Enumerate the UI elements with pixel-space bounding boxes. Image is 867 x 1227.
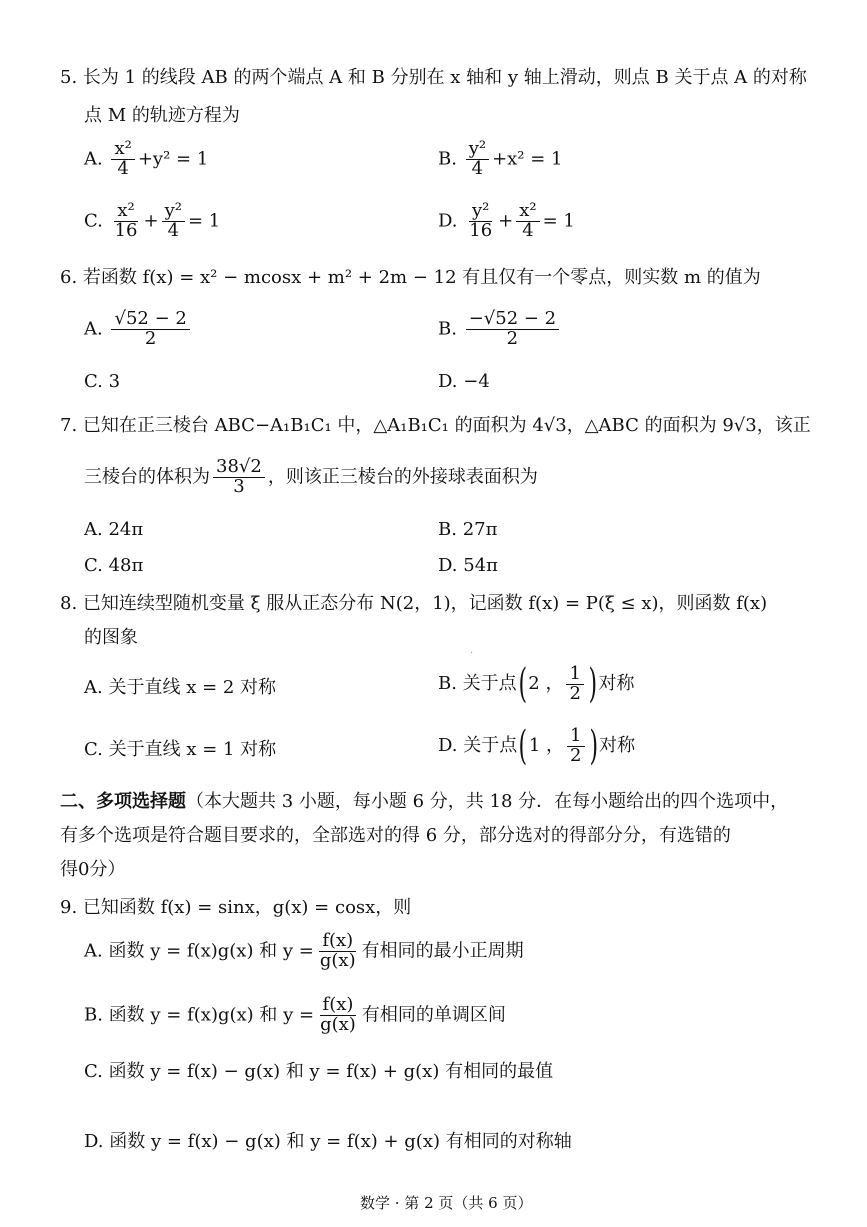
option-text-post: 有相同的单调区间 xyxy=(361,1004,506,1026)
q5-stem-line1: 5. 长为 1 的线段 AB 的两个端点 A 和 B 分别在 x 轴和 y 轴上滑动，则点 B 关于点 A 的对称 xyxy=(60,67,807,88)
fraction: $\frac{\text{y²}}{16}$ xyxy=(469,200,493,241)
section2-header-line1 xyxy=(60,790,788,814)
option-text: 函数 y = f(x) − g(x) 和 y = f(x) + g(x) 有相同的最值 xyxy=(108,1061,554,1082)
option-label: A. xyxy=(84,318,103,340)
fraction: $\frac{-√52 - 2}{2}$ xyxy=(466,310,559,349)
q6-stem: 6. 若函数 f(x) = x² − mcosx + m² + 2m − 12 有且仅有一个零点，则实数 m 的值为 xyxy=(60,267,761,288)
point-x: 1 ， xyxy=(528,735,565,756)
q6-option-b[interactable] xyxy=(438,310,562,349)
option-label: A. xyxy=(84,148,103,170)
q8-stem-line1: 8. 已知连续型随机变量 ξ 服从正态分布 N(2，1)，记函数 f(x) = P(ξ ≤ x)，则函数 f(x) xyxy=(60,593,768,614)
option-label: D. xyxy=(438,555,458,576)
option-label: C. xyxy=(84,371,103,392)
option-label: C. xyxy=(84,210,103,232)
option-text: 24π xyxy=(108,519,144,540)
option-label: D. xyxy=(438,735,458,756)
option-label: B. xyxy=(438,673,457,694)
q8-option-a[interactable] xyxy=(84,676,276,700)
fraction: $\frac{38√2}{3}$ xyxy=(213,458,265,497)
option-text-post: 对称 xyxy=(599,735,636,756)
scan-speck: · xyxy=(470,648,474,659)
q7-option-c[interactable] xyxy=(84,554,143,578)
option-text-post: 有相同的最小正周期 xyxy=(361,940,524,962)
fraction: $\frac{\text{x²}}{16}$ xyxy=(114,200,138,241)
fraction: $\frac{1}{2}$ xyxy=(566,665,583,704)
q7-stem-line2 xyxy=(84,458,538,497)
q7-option-b[interactable] xyxy=(438,518,497,542)
q5-option-d[interactable] xyxy=(438,202,575,241)
section-note-line3: 得0分） xyxy=(60,859,126,880)
q8-stem-line2: 的图象 xyxy=(84,627,138,648)
option-label: D. xyxy=(438,371,458,392)
option-text: 关于直线 x = 1 对称 xyxy=(108,739,277,760)
right-paren: ) xyxy=(588,661,598,707)
q6-option-c[interactable] xyxy=(84,370,120,394)
fraction: $\frac{f(x)}{g(x)}$ xyxy=(319,930,356,971)
option-label: B. xyxy=(438,148,457,170)
fraction: $\frac{f(x)}{g(x)}$ xyxy=(320,994,356,1035)
q7-stem-line1: 7. 已知在正三棱台 ABC−A₁B₁C₁ 中，△A₁B₁C₁ 的面积为 4√3，△ABC 的面积为 9√3，该正 xyxy=(60,415,811,436)
option-text: 48π xyxy=(108,555,144,576)
q9-stem: 9. 已知函数 f(x) = sinx，g(x) = cosx，则 xyxy=(60,897,412,918)
q7-option-a[interactable] xyxy=(84,518,143,542)
q9-option-a[interactable] xyxy=(84,932,524,971)
section-note-line2: 有多个选项是符合题目要求的，全部选对的得 6 分，部分选对的得部分分，有选错的 xyxy=(60,825,731,846)
fraction: $\frac{\text{y²}}{4}$ xyxy=(466,140,489,179)
option-text-pre: 关于点 xyxy=(463,735,518,756)
q5-option-c[interactable] xyxy=(84,202,220,241)
option-text: 函数 y = f(x) − g(x) 和 y = f(x) + g(x) 有相同的对称轴 xyxy=(109,1131,572,1152)
option-text-pre: 函数 y = f(x)g(x) 和 y = xyxy=(108,1004,315,1026)
point-x: 2 ， xyxy=(528,673,564,694)
left-paren: ( xyxy=(518,723,528,769)
option-text: 关于直线 x = 2 对称 xyxy=(108,677,277,698)
option-label: A. xyxy=(84,677,103,698)
fraction: $\frac{1}{2}$ xyxy=(567,727,584,766)
q6-option-d[interactable] xyxy=(438,370,490,394)
page-footer: 数学 · 第 2 页（共 6 页） xyxy=(360,1194,533,1212)
left-paren: ( xyxy=(518,661,527,707)
q8-option-b[interactable] xyxy=(438,661,635,707)
right-paren: ) xyxy=(589,723,598,769)
q9-option-b[interactable] xyxy=(84,996,506,1035)
option-label: A. xyxy=(84,519,103,540)
option-label: B. xyxy=(438,519,457,540)
fraction: $\frac{√52 - 2}{2}$ xyxy=(111,310,189,349)
fraction: $\frac{\text{x²}}{4}$ xyxy=(516,202,539,241)
option-text-pre: 关于点 xyxy=(462,673,517,694)
q7-stem-line2-post: ，则该正三棱台的外接球表面积为 xyxy=(267,466,538,488)
option-label: C. xyxy=(84,739,103,760)
option-label: D. xyxy=(438,210,458,232)
option-rest: = 1 xyxy=(187,210,221,232)
option-rest: +y² = 1 xyxy=(137,148,209,170)
q8-option-c[interactable] xyxy=(84,738,276,762)
fraction: $\frac{\text{x²}}{4}$ xyxy=(111,140,134,179)
option-rest: = 1 xyxy=(542,210,575,232)
option-label: C. xyxy=(84,1061,103,1082)
q9-option-c[interactable] xyxy=(84,1060,553,1084)
q5-option-a[interactable] xyxy=(84,140,208,179)
plus-sign: + xyxy=(498,210,514,232)
section-note-line1: （本大题共 3 小题，每小题 6 分，共 18 分．在每小题给出的四个选项中， xyxy=(186,791,789,812)
plus-sign: + xyxy=(143,210,159,232)
option-text: −4 xyxy=(463,371,490,392)
option-text: 3 xyxy=(108,371,121,392)
option-rest: +x² = 1 xyxy=(492,148,563,170)
option-label: A. xyxy=(84,940,103,962)
q7-stem-line2-pre: 三棱台的体积为 xyxy=(84,466,210,488)
q5-stem-line2: 点 M 的轨迹方程为 xyxy=(84,105,240,126)
option-label: B. xyxy=(84,1004,103,1026)
q7-option-d[interactable] xyxy=(438,554,498,578)
option-text: 27π xyxy=(462,519,498,540)
q5-option-b[interactable] xyxy=(438,140,563,179)
q9-option-d[interactable] xyxy=(84,1130,572,1154)
section-title: 二、多项选择题 xyxy=(60,791,186,812)
option-text-pre: 函数 y = f(x)g(x) 和 y = xyxy=(108,940,314,962)
option-text: 54π xyxy=(463,555,498,576)
q6-option-a[interactable] xyxy=(84,310,193,349)
option-label: D. xyxy=(84,1131,104,1152)
option-label: C. xyxy=(84,555,103,576)
q8-option-d[interactable] xyxy=(438,723,636,769)
option-text-post: 对称 xyxy=(598,673,635,694)
fraction: $\frac{\text{y²}}{4}$ xyxy=(162,202,185,241)
option-label: B. xyxy=(438,318,457,340)
